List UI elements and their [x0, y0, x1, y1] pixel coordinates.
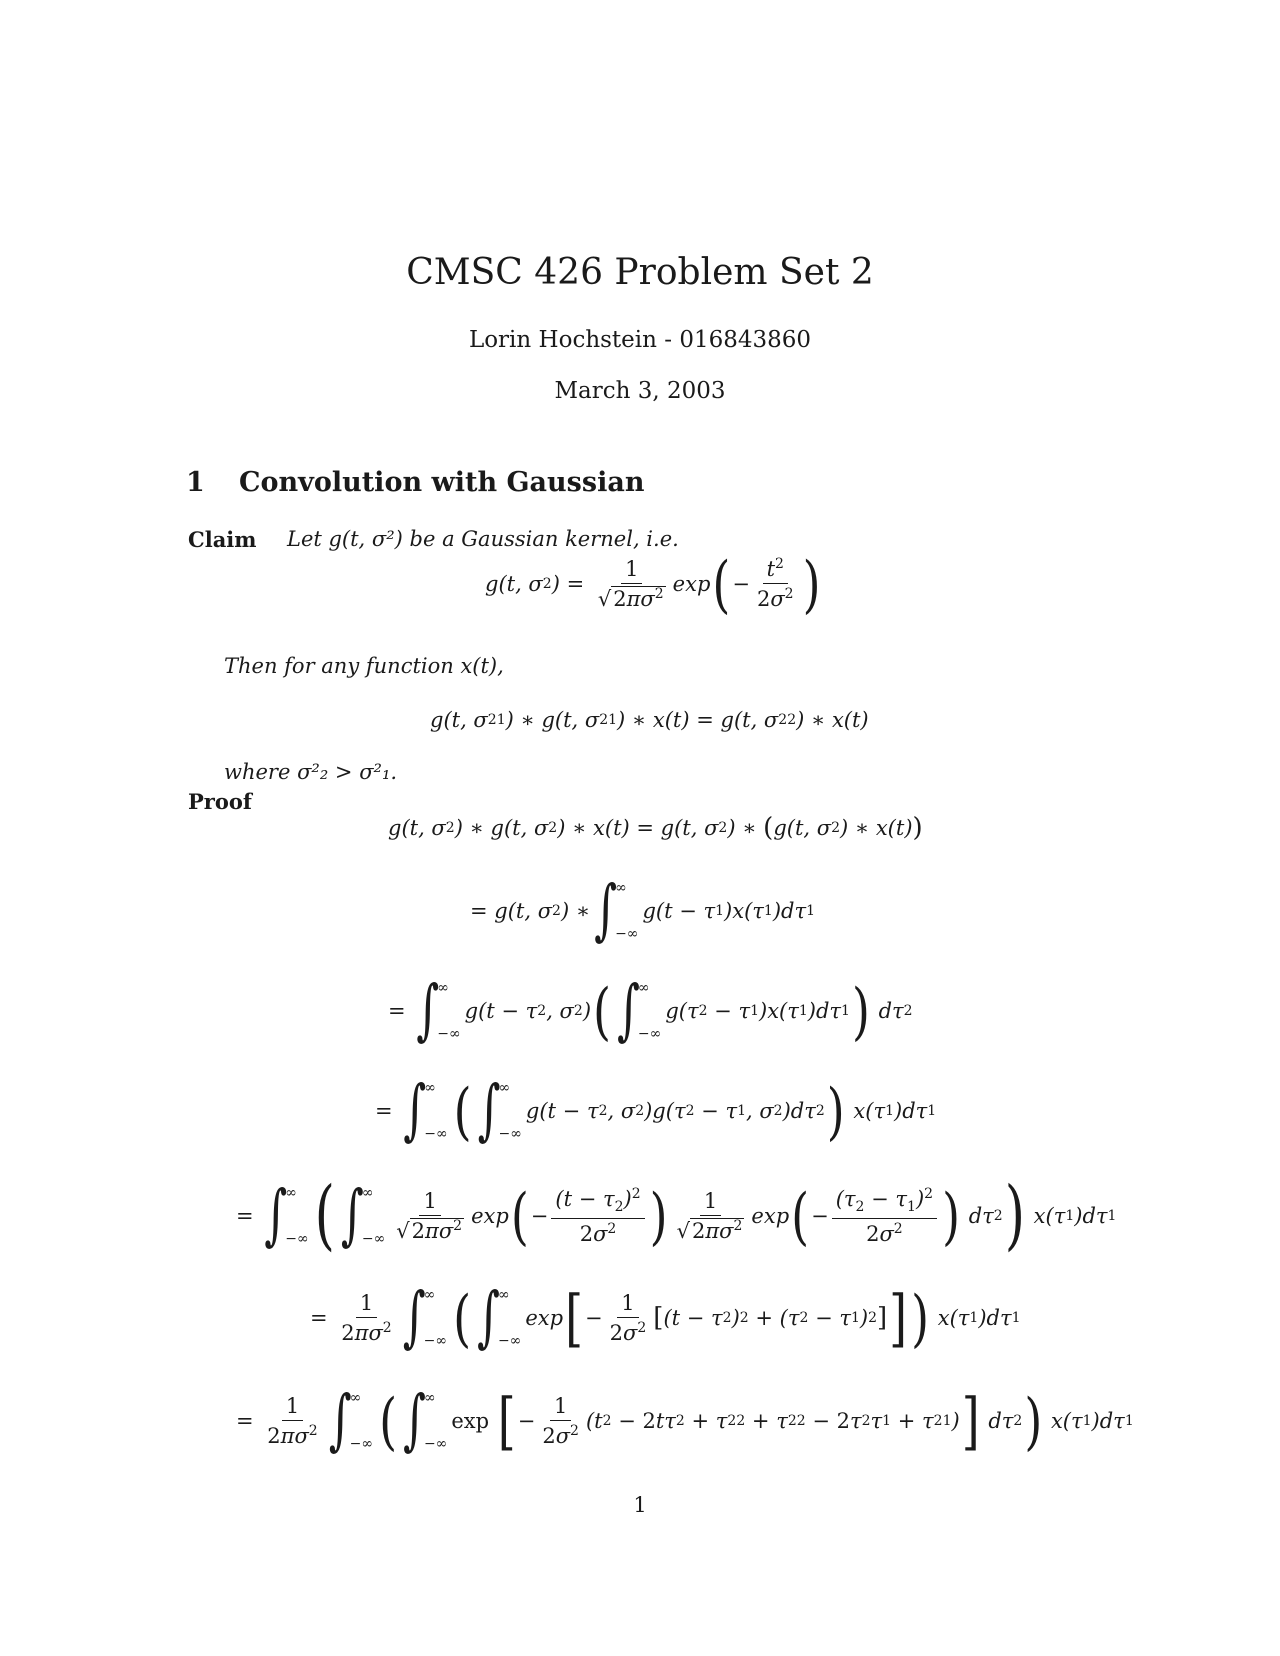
equation-proof-line-6: = $\frac{1}{2\pi\sigma^2}$ ∫ ∞ −∞ ( ∫ ∞ −∞ exp [ − $\frac{1}{2\sigma^2}$ [ (t − τ 2 ) 2 + (τ 2 − τ 1 ) 2 ] ] ) x(τ 1 )dτ 1 [310, 1279, 1021, 1356]
section-title: Convolution with Gaussian [239, 467, 645, 498]
equation-proof-line-7: = $\frac{1}{2\pi\sigma^2}$ ∫ ∞ −∞ ( ∫ ∞ −∞ exp [ − $\frac{1}{2\sigma^2}$ (t 2 − 2 tτ 2 + τ 2 2 + τ 2 2 − 2 τ 2 τ 1 + τ 2 1 ) ] dτ 2 ) x(τ 1 )dτ 1 [236, 1382, 1134, 1459]
page-number: 1 [633, 1493, 647, 1517]
equation-proof-line-3: = ∫ ∞ −∞ g(t − τ 2 , σ 2 ) ( ∫ ∞ −∞ g(τ 2 − τ 1 )x(τ 1 )dτ 1 ) dτ 2 [388, 972, 913, 1049]
section-number: 1 [186, 467, 205, 498]
equation-proof-line-5: = ∫ ∞ −∞ ( ∫ ∞ −∞ $\frac{1}{√2\pi\sigma^2}$ exp ( − $\frac{(t - \tau_2)^2}{2\sigma^2}$ ) $\frac{1}{√2\pi\sigma^2}$ exp ( − $\frac{(\tau_2 - \tau_1)^2}{2\sigma^2}$ ) dτ 2 ) x(τ 1 )dτ 1 [236, 1172, 1117, 1260]
then-text: Then for any function x(t), [224, 654, 504, 678]
equation-proof-line-4: = ∫ ∞ −∞ ( ∫ ∞ −∞ g(t − τ 2 , σ 2 )g(τ 2 − τ 1 , σ 2 )dτ 2 ) x(τ 1 )dτ 1 [375, 1072, 937, 1149]
date-line: March 3, 2003 [554, 378, 726, 404]
document-title: CMSC 426 Problem Set 2 [406, 252, 874, 293]
claim-text: Let g(t, σ²) be a Gaussian kernel, i.e. [287, 527, 679, 551]
author-line: Lorin Hochstein - 016843860 [468, 327, 812, 353]
equation-gaussian-definition: g(t, σ 2 ) = $\frac{1}{√2\pi\sigma^2}$ exp ( − $\frac{t^2}{2\sigma^2}$ ) [485, 547, 821, 620]
equation-proof-line-1: g(t, σ 2 ) ∗ g(t, σ 2 ) ∗ x(t) = g(t, σ 2 ) ∗ ( g(t, σ 2 ) ∗ x(t) ) [388, 813, 923, 843]
where-text: where σ²₂ > σ²₁. [224, 760, 398, 784]
equation-proof-line-2: = g(t, σ 2 ) ∗ ∫ ∞ −∞ g(t − τ 1 )x(τ 1 )dτ 1 [470, 872, 816, 949]
equation-claim-statement: g(t, σ 2 1 ) ∗ g(t, σ 2 1 ) ∗ x(t) = g(t, σ 2 2 ) ∗ x(t) [430, 708, 869, 732]
proof-label: Proof [188, 789, 252, 814]
claim-label: Claim [188, 527, 257, 552]
